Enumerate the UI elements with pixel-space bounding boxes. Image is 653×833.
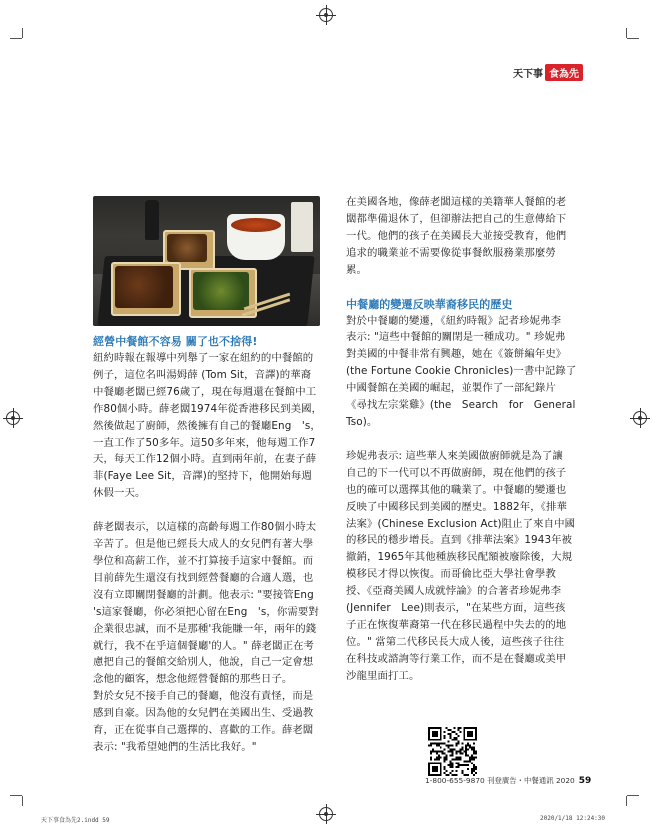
text-line: 授、《亞裔美國人成就悖論》的合著者珍妮弗李 — [346, 585, 562, 598]
text-line: 就行，我不在乎這個餐廳'的人。" 薛老闆正在考 — [93, 639, 315, 652]
text-line: 中餐廳老闆已經76歲了，現在每週還在餐館中工 — [93, 385, 317, 398]
left-body — [93, 350, 325, 756]
text-line — [93, 502, 325, 519]
crop-mark — [22, 796, 23, 806]
section-tag: 食為先 — [545, 64, 583, 81]
text-line: 感到自豪。因為他的女兒們在美國出生、受過教 — [93, 707, 314, 720]
text-line: 位。" 當第二代移民長大成人後，這些孩子往往 — [346, 635, 565, 648]
text-line: 然後做起了廚師，然後擁有自己的餐廳Eng 's， — [93, 419, 321, 432]
text-line: 的移民的穩步增長。直到《排華法案》1943年被 — [346, 534, 573, 547]
text-line: 表示: "這些中餐館的關閉是一種成功。" 珍妮弗 — [346, 331, 566, 344]
food-photo — [93, 196, 320, 326]
text-line: 累。 — [346, 263, 367, 276]
crop-mark — [10, 795, 22, 796]
crop-mark — [626, 28, 627, 38]
registration-mark-bottom — [319, 807, 333, 821]
print-timestamp: 2020/1/18 12:24:30 — [540, 815, 606, 822]
text-line: 念他的顧客，想念他經營餐館的那些日子。 — [93, 673, 293, 686]
text-line: 子正在恢復華裔第一代在移民過程中失去的的地 — [346, 618, 567, 631]
crop-mark — [22, 28, 23, 38]
text-line: 天，每天工作12個小時。直到兩年前，在妻子薛 — [93, 453, 317, 466]
text-line: 反映了中國移民到美國的歷史。1882年，《排華 — [346, 500, 567, 513]
registration-mark-top — [319, 8, 333, 22]
text-line: 作80個小時。薛老闆1974年從香港移民到美國， — [93, 402, 323, 415]
text-line: 闆都準備退休了，但卻辦法把自己的生意傳給下 — [346, 212, 567, 225]
text-line — [346, 431, 591, 448]
text-line: 也的確可以選擇其他的職業了。中餐廳的變遷也 — [346, 483, 567, 496]
text-line: 's這家餐廳，你必須把心留在Eng 's，你需要對 — [93, 605, 319, 618]
text-line: 例子，這位名叫湯姆薛 (Tom Sit，音譯)的華裔 — [93, 368, 312, 381]
text-line: 在科技或諮詢等行業工作，而不是在餐廳或美甲 — [346, 652, 567, 665]
text-line: 珍妮弗表示: 這些華人來美國做廚師就是為了讓 — [346, 449, 563, 462]
text-line: 菲(Faye Lee Sit，音譯)的堅持下，他開始每週 — [93, 470, 312, 483]
right-intro — [346, 194, 591, 279]
text-line: (the Fortune Cookie Chronicles)一書中記錄了 — [346, 365, 577, 378]
text-line: 法案》(Chinese Exclusion Act)阻止了來自中國 — [346, 517, 576, 530]
text-line: 追求的職業並不需要像從事餐飲服務業那麼勞 — [346, 246, 556, 259]
text-line: 對於中餐廳的變遷，《紐約時報》記者珍妮弗李 — [346, 314, 562, 327]
text-line: Tso)。 — [346, 415, 378, 428]
text-line: 紐約時報在報導中列舉了一家在紐約的中餐館的 — [93, 352, 314, 364]
right-body — [346, 313, 591, 685]
text-line: 對於女兒不接手自己的餐廳，他沒有責怪，而是 — [93, 690, 314, 703]
text-line: 休假一天。 — [93, 487, 146, 500]
text-line: 模移民才得以恢復。而哥倫比亞大學社會學教 — [346, 568, 556, 581]
text-line: 一代。他們的孩子在美國長大並接受教育，他們 — [346, 229, 567, 242]
text-line: 慮把自己的餐館交給別人，他說，自己一定會想 — [93, 656, 314, 669]
right-heading: 中餐廳的變遷反映華裔移民的歷史 — [346, 297, 513, 311]
crop-mark — [627, 795, 639, 796]
footer-info — [425, 775, 591, 786]
text-line: 對美國的中餐非常有興趣，她在《簽餅編年史》 — [346, 348, 567, 361]
crop-mark — [626, 796, 627, 806]
text-line: (Jennifer Lee)則表示，"在某些方面，這些孩 — [346, 602, 566, 615]
text-line: 辛苦了。但是他已經長大成人的女兒們有著大學 — [93, 538, 314, 551]
page-number: 59 — [578, 776, 592, 786]
text-line: 沙龍里面打工。 — [346, 669, 420, 682]
left-heading: 經營中餐館不容易 關了也不捨得! — [93, 335, 258, 348]
file-slug: 天下事食為先2.indd 59 — [41, 817, 110, 824]
text-line: 《尋找左宗棠雞》(the Search for General — [346, 399, 576, 412]
qr-code[interactable] — [428, 727, 477, 776]
text-line: 學位和高薪工作，並不打算接手這家中餐館。而 — [93, 554, 314, 567]
text-line: 中國餐館在美國的崛起，並製作了一部紀錄片 — [346, 382, 556, 395]
text-line: 一直工作了50多年。這50多年來，他每週工作7 — [93, 436, 316, 449]
footer-contact: 1-800-655-9870 刊登廣告・中餐通訊 2020 — [425, 776, 575, 785]
text-line: 沒有立即關閉餐廳的計劃。他表示: "要接管Eng — [93, 588, 314, 601]
right-column — [346, 194, 591, 685]
text-line: 在美國各地，像薛老闆這樣的美籍華人餐館的老 — [346, 196, 567, 208]
left-column — [93, 333, 325, 756]
text-line: 企業很忠誠，而不是那種'我能賺一年，兩年的錢 — [93, 622, 317, 635]
text-line: 表示: "我希望她們的生活比我好。" — [93, 740, 257, 753]
text-line: 育，正在從事自己選擇的、喜歡的工作。薛老闆 — [93, 724, 314, 737]
registration-mark-right — [633, 411, 647, 425]
registration-mark-left — [6, 411, 20, 425]
text-line: 目前薛先生還沒有找到經營餐廳的合適人選，也 — [93, 571, 314, 584]
text-line: 薛老闆表示，以這樣的高齡每週工作80個小時太 — [93, 521, 317, 534]
text-line: 自己的下一代可以不再做廚師，現在他們的孩子 — [346, 466, 567, 479]
crop-mark — [10, 38, 22, 39]
text-line: 撤銷，1965年其他種族移民配額被廢除後，大規 — [346, 551, 573, 564]
crop-mark — [627, 38, 639, 39]
section-name: 天下事 — [513, 68, 543, 80]
section-header — [513, 64, 583, 80]
